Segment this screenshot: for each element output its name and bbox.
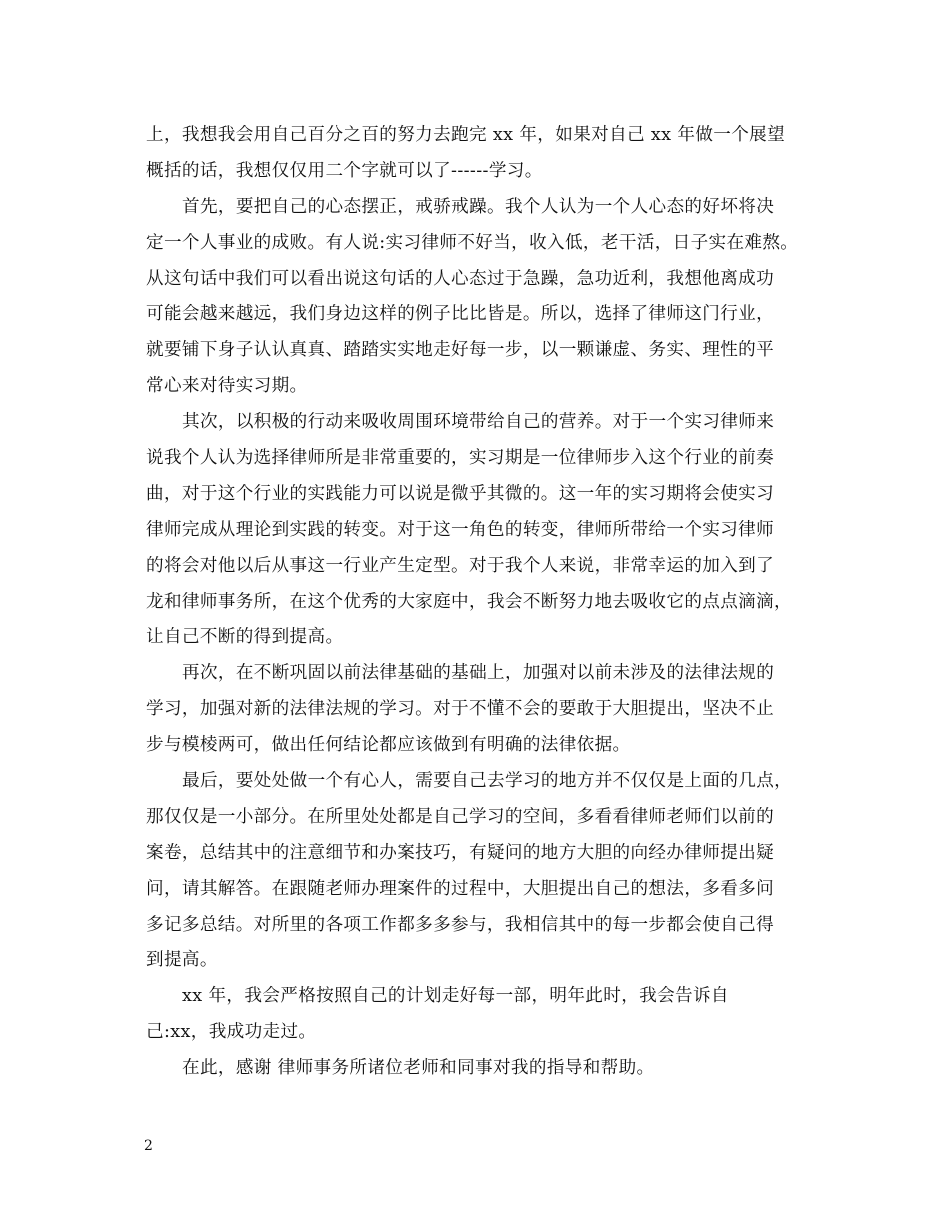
text-line: 案卷，总结其中的注意细节和办案技巧，有疑问的地方大胆的向经办律师提出疑: [146, 842, 775, 863]
paragraph-first-line: 再次，在不断巩固以前法律基础的基础上，加强对以前未涉及的法律法规的: [182, 663, 775, 684]
text-line: 从这句话中我们可以看出说这句话的人心态过于急躁，急功近利，我想他离成功: [146, 268, 775, 289]
text-line: 定一个人事业的成败。有人说:实习律师不好当，收入低，老干活，日子实在难熬。: [146, 232, 799, 253]
text-line: 就要铺下身子认认真真、踏踏实实地走好每一步，以一颗谦虚、务实、理性的平: [146, 340, 775, 361]
text-line: 常心来对待实习期。: [146, 376, 308, 397]
paragraph-first-line: 首先，要把自己的心态摆正，戒骄戒躁。我个人认为一个人心态的好坏将决: [182, 196, 775, 217]
text-line: 问，请其解答。在跟随老师办理案件的过程中，大胆提出自己的想法，多看多问: [146, 878, 775, 899]
text-line: 步与模棱两可，做出任何结论都应该做到有明确的法律依据。: [146, 735, 631, 756]
text-line: 可能会越来越远，我们身边这样的例子比比皆是。所以，选择了律师这门行业，: [146, 304, 775, 325]
text-line: 曲，对于这个行业的实践能力可以说是微乎其微的。这一年的实习期将会使实习: [146, 483, 775, 504]
text-line: 律师完成从理论到实践的转变。对于这一角色的转变，律师所带给一个实习律师: [146, 519, 775, 540]
text-line: 概括的话，我想仅仅用二个字就可以了------学习。: [146, 160, 543, 181]
paragraph-first-line: 其次，以积极的行动来吸收周围环境带给自己的营养。对于一个实习律师来: [182, 412, 775, 433]
text-line: 龙和律师事务所，在这个优秀的大家庭中，我会不断努力地去吸收它的点点滴滴，: [146, 591, 792, 612]
paragraph-first-line: 最后，要处处做一个有心人，需要自己去学习的地方并不仅仅是上面的几点，: [182, 771, 793, 792]
text-line: 的将会对他以后从事这一行业产生定型。对于我个人来说，非常幸运的加入到了: [146, 555, 775, 576]
page-number: 2: [144, 1138, 153, 1154]
text-line: 己:xx，我成功走过。: [146, 1022, 317, 1043]
document-body: [146, 118, 826, 1087]
text-line: 多记多总结。对所里的各项工作都多多参与，我相信其中的每一步都会使自己得: [146, 914, 775, 935]
text-line: 学习，加强对新的法律法规的学习。对于不懂不会的要敢于大胆提出，坚决不止: [146, 699, 775, 720]
paragraph-first-line: 在此，感谢 律师事务所诸位老师和同事对我的指导和帮助。: [182, 1058, 655, 1079]
paragraph-first-line: xx 年，我会严格按照自己的计划走好每一部，明年此时，我会告诉自: [182, 986, 729, 1007]
text-line: 那仅仅是一小部分。在所里处处都是自己学习的空间，多看看律师老师们以前的: [146, 806, 775, 827]
text-line: 让自己不断的得到提高。: [146, 627, 344, 648]
text-line: 到提高。: [146, 950, 218, 971]
text-line: 说我个人认为选择律师所是非常重要的，实习期是一位律师步入这个行业的前奏: [146, 448, 775, 469]
text-line: 上，我想我会用自己百分之百的努力去跑完 xx 年，如果对自己 xx 年做一个展望: [146, 125, 786, 145]
